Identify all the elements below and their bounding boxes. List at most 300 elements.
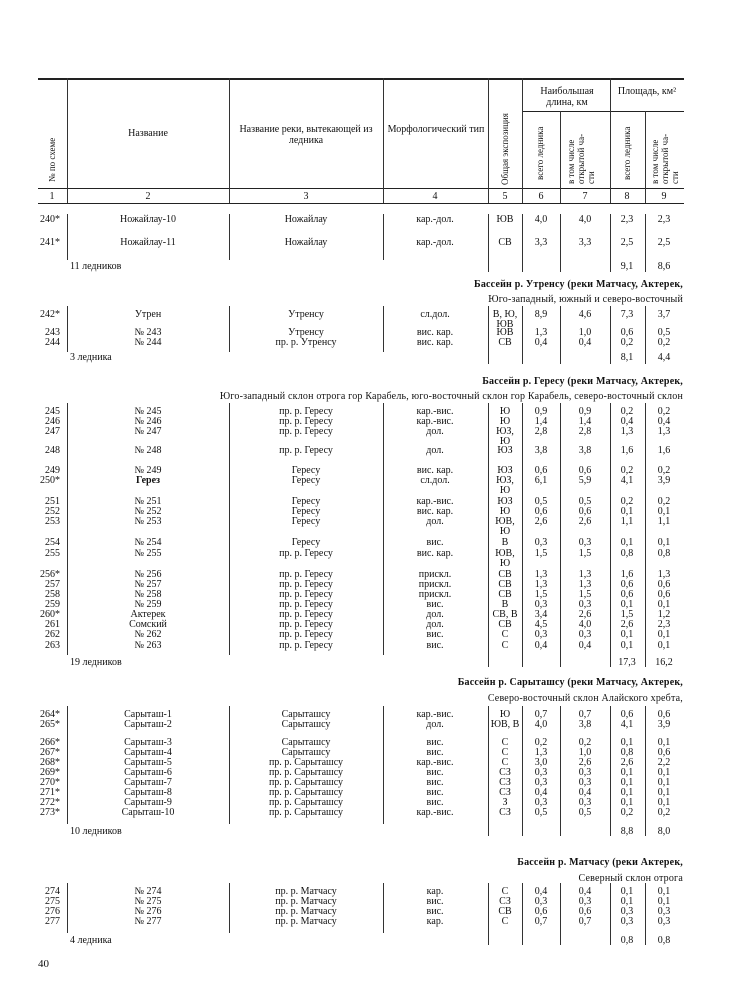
length-open: 0,2: [578, 737, 592, 748]
exposition: Ю: [499, 416, 511, 427]
area-total: 0,1: [620, 640, 634, 651]
length-group-rule: [522, 111, 610, 112]
area-total: 0,1: [620, 629, 634, 640]
row-number: 246: [45, 416, 60, 427]
exposition: С: [501, 629, 509, 640]
river-name: пр. р. Гересу: [279, 579, 333, 590]
length-open: 0,4: [578, 337, 592, 348]
length-open: 3,3: [578, 237, 592, 248]
length-total: 1,3: [534, 569, 548, 580]
river-name: пр. р. Гересу: [279, 599, 333, 610]
river-name: Гересу: [291, 475, 321, 486]
area-total: 0,8: [620, 747, 634, 758]
length-total: 4,5: [534, 619, 548, 630]
area-open: 0,1: [657, 777, 671, 788]
area-open: 0,8: [657, 548, 671, 559]
morph-type: вис.: [426, 599, 444, 610]
total-area: 17,3: [618, 657, 636, 668]
header-col-line: [67, 78, 68, 203]
area-open: 0,2: [657, 465, 671, 476]
morph-type: дол.: [426, 445, 444, 456]
exposition: СВ: [498, 337, 512, 348]
column-line: [645, 883, 646, 945]
river-name: пр. р. Гересу: [279, 548, 333, 559]
length-total: 0,7: [534, 916, 548, 927]
river-name: Гересу: [291, 496, 321, 507]
column-line: [67, 883, 68, 933]
area-open: 0,3: [657, 906, 671, 917]
morph-type: вис. кар.: [416, 337, 454, 348]
area-total: 0,2: [620, 406, 634, 417]
row-number: 268*: [40, 757, 60, 768]
column-line: [610, 706, 611, 836]
glacier-name: Герез: [135, 475, 161, 486]
length-total: 0,3: [534, 797, 548, 808]
glacier-name: № 243: [134, 327, 162, 338]
glacier-name: № 244: [134, 337, 162, 348]
exposition: СВ: [498, 569, 512, 580]
river-name: пр. р. Гересу: [279, 619, 333, 630]
section-subtitle: Северо-восточный склон Алайского хребта,: [487, 693, 683, 704]
length-open: 0,4: [578, 787, 592, 798]
glacier-name: Сарыташ-4: [124, 747, 172, 758]
exposition: СЗ: [499, 807, 511, 818]
river-name: пр. р. Сарыташсу: [268, 777, 344, 788]
glacier-name: № 249: [134, 465, 162, 476]
area-total: 1,6: [620, 445, 634, 456]
area-open: 0,6: [657, 589, 671, 600]
row-number: 258: [45, 589, 60, 600]
length-open: 4,6: [578, 309, 592, 320]
area-total: 0,1: [620, 599, 634, 610]
length-total: 4,0: [534, 214, 548, 225]
section-title: Бассейн р. Гересу (реки Матчасу, Актерек,: [482, 376, 683, 387]
glacier-name: Актерек: [130, 609, 166, 620]
glacier-name: Ножайлау-10: [120, 214, 176, 225]
area-total: 0,1: [620, 767, 634, 778]
length-open: 0,3: [578, 767, 592, 778]
total-area: 8,1: [620, 352, 634, 363]
glacier-name: Ножайлау-11: [120, 237, 176, 248]
morph-type: дол.: [426, 719, 444, 730]
length-total: 0,3: [534, 777, 548, 788]
column-line: [383, 214, 384, 260]
area-total: 0,3: [620, 906, 634, 917]
exposition: Ю: [499, 506, 511, 517]
exposition: Ю: [499, 526, 511, 537]
column-line: [488, 883, 489, 945]
morph-type: вис. кар.: [416, 548, 454, 559]
glacier-name: Сарыташ-1: [124, 709, 172, 720]
area-total: 0,1: [620, 737, 634, 748]
length-open: 2,8: [578, 426, 592, 437]
length-total: 0,6: [534, 906, 548, 917]
morph-type: вис. кар.: [416, 327, 454, 338]
area-open: 2,3: [657, 214, 671, 225]
row-number: 252: [45, 506, 60, 517]
length-open: 0,9: [578, 406, 592, 417]
area-total: 2,6: [620, 757, 634, 768]
exposition: С: [501, 640, 509, 651]
length-total: 0,3: [534, 896, 548, 907]
column-line: [560, 214, 561, 272]
column-line: [522, 306, 523, 364]
section-title: Бассейн р. Матчасу (реки Актерек,: [517, 857, 683, 868]
header-num-rule: [38, 203, 684, 204]
morph-type: кар.-дол.: [416, 214, 454, 225]
row-number: 241*: [40, 237, 60, 248]
column-line: [522, 214, 523, 272]
row-number: 262: [45, 629, 60, 640]
area-open: 0,1: [657, 629, 671, 640]
river-name: пр. р. Матчасу: [275, 886, 337, 897]
glacier-name: Сарыташ-3: [124, 737, 172, 748]
column-line: [488, 706, 489, 836]
area-open: 2,2: [657, 757, 671, 768]
morph-type: вис. кар.: [416, 506, 454, 517]
area-open: 0,1: [657, 599, 671, 610]
exposition: ЮЗ: [497, 465, 513, 476]
length-open: 2,6: [578, 757, 592, 768]
total-area-open: 16,2: [655, 657, 673, 668]
length-open: 1,0: [578, 747, 592, 758]
column-line: [645, 403, 646, 667]
area-open: 1,3: [657, 569, 671, 580]
header-length-group: Наибольшая длина, км: [540, 86, 594, 108]
river-name: пр. р. Сарыташсу: [268, 797, 344, 808]
row-number: 248: [45, 445, 60, 456]
section-subtitle: Северный склон отрога: [578, 873, 683, 884]
area-total: 1,3: [620, 426, 634, 437]
column-line: [229, 306, 230, 352]
length-open: 1,3: [578, 579, 592, 590]
total-label: 4 ледника: [70, 935, 112, 946]
glacier-name: № 251: [134, 496, 162, 507]
length-total: 2,8: [534, 426, 548, 437]
morph-type: вис.: [426, 640, 444, 651]
glacier-name: № 259: [134, 599, 162, 610]
river-name: пр. р. Гересу: [279, 426, 333, 437]
area-open: 1,3: [657, 426, 671, 437]
section-subtitle: Юго-западный, южный и северо-восточный: [488, 294, 683, 305]
exposition: СВ: [498, 579, 512, 590]
area-open: 3,9: [657, 475, 671, 486]
page-number: 40: [38, 958, 49, 970]
area-total: 0,6: [620, 327, 634, 338]
area-total: 0,6: [620, 579, 634, 590]
area-open: 0,1: [657, 506, 671, 517]
column-line: [229, 403, 230, 655]
row-number: 266*: [40, 737, 60, 748]
area-total: 0,1: [620, 797, 634, 808]
length-open: 1,0: [578, 327, 592, 338]
row-number: 253: [45, 516, 60, 527]
exposition: СЗ: [499, 787, 511, 798]
area-total: 2,6: [620, 619, 634, 630]
glacier-name: № 247: [134, 426, 162, 437]
river-name: пр. р. Утренсу: [275, 337, 337, 348]
column-line: [67, 403, 68, 655]
morph-type: вис.: [426, 737, 444, 748]
area-open: 1,1: [657, 516, 671, 527]
length-total: 0,5: [534, 807, 548, 818]
length-total: 0,5: [534, 496, 548, 507]
column-line: [610, 883, 611, 945]
exposition: ЮВ, В: [490, 719, 520, 730]
glacier-name: Сарыташ-8: [124, 787, 172, 798]
total-area: 9,1: [620, 261, 634, 272]
column-line: [383, 403, 384, 655]
river-name: Ножайлау: [284, 237, 328, 248]
area-open: 3,7: [657, 309, 671, 320]
area-open: 0,6: [657, 709, 671, 720]
header-col-line: [645, 111, 646, 203]
morph-type: кар.-вис.: [416, 406, 454, 417]
column-line: [488, 403, 489, 667]
morph-type: дол.: [426, 426, 444, 437]
total-area-open: 8,0: [657, 826, 671, 837]
river-name: пр. р. Матчасу: [275, 916, 337, 927]
area-total: 1,5: [620, 609, 634, 620]
col-num: 6: [538, 191, 544, 202]
header-col-line: [560, 111, 561, 203]
header-top-rule: [38, 78, 684, 80]
length-open: 5,9: [578, 475, 592, 486]
morph-type: кар.-вис.: [416, 807, 454, 818]
exposition: В: [501, 599, 509, 610]
col-num: 3: [303, 191, 309, 202]
glacier-name: № 254: [134, 537, 162, 548]
area-total: 1,1: [620, 516, 634, 527]
row-number: 267*: [40, 747, 60, 758]
col-num: 5: [502, 191, 508, 202]
length-open: 0,7: [578, 709, 592, 720]
exposition: СЗ: [499, 767, 511, 778]
area-open: 0,2: [657, 337, 671, 348]
exposition: ЮВ,: [495, 516, 515, 527]
exposition: З: [502, 797, 508, 808]
row-number: 256*: [40, 569, 60, 580]
row-number: 263: [45, 640, 60, 651]
length-total: 1,5: [534, 589, 548, 600]
column-line: [522, 403, 523, 667]
glacier-name: Сомский: [129, 619, 167, 630]
column-line: [560, 883, 561, 945]
length-total: 2,6: [534, 516, 548, 527]
glacier-name: Сарыташ-9: [124, 797, 172, 808]
length-total: 0,4: [534, 886, 548, 897]
exposition: ЮВ: [496, 214, 514, 225]
header-col-length-total: всего ледника: [535, 126, 545, 180]
header-col-river: Название реки, вытекающей из ледника: [239, 124, 373, 146]
row-number: 275: [45, 896, 60, 907]
exposition: ЮВ: [496, 327, 514, 338]
row-number: 254: [45, 537, 60, 548]
river-name: Сарыташсу: [281, 747, 331, 758]
length-total: 1,5: [534, 548, 548, 559]
exposition: СВ, В: [492, 609, 518, 620]
length-total: 1,3: [534, 747, 548, 758]
area-total: 0,6: [620, 709, 634, 720]
section-title: Бассейн р. Сарыташсу (реки Матчасу, Актерек,: [457, 677, 683, 688]
length-total: 1,3: [534, 579, 548, 590]
row-number: 260*: [40, 609, 60, 620]
morph-type: сл.дол.: [420, 475, 450, 486]
glacier-name: Сарыташ-2: [124, 719, 172, 730]
river-name: Гересу: [291, 537, 321, 548]
header-col-number: № по схеме: [47, 137, 57, 182]
river-name: пр. р. Гересу: [279, 589, 333, 600]
row-number: 269*: [40, 767, 60, 778]
glacier-name: Сарыташ-7: [124, 777, 172, 788]
col-num: 4: [432, 191, 438, 202]
column-line: [645, 706, 646, 836]
length-open: 0,4: [578, 886, 592, 897]
area-total: 0,2: [620, 496, 634, 507]
glacier-name: № 246: [134, 416, 162, 427]
length-open: 0,5: [578, 496, 592, 507]
exposition: С: [501, 737, 509, 748]
row-number: 251: [45, 496, 60, 507]
row-number: 277: [45, 916, 60, 927]
total-label: 10 ледников: [70, 826, 122, 837]
column-line: [645, 214, 646, 272]
exposition: Ю: [499, 436, 511, 447]
area-open: 0,2: [657, 406, 671, 417]
area-total: 1,6: [620, 569, 634, 580]
exposition: СВ: [498, 619, 512, 630]
row-number: 243: [45, 327, 60, 338]
length-open: 3,8: [578, 719, 592, 730]
length-total: 0,6: [534, 465, 548, 476]
morph-type: вис.: [426, 787, 444, 798]
row-number: 276: [45, 906, 60, 917]
area-total: 0,1: [620, 896, 634, 907]
river-name: пр. р. Сарыташсу: [268, 767, 344, 778]
river-name: пр. р. Гересу: [279, 629, 333, 640]
length-open: 0,7: [578, 916, 592, 927]
length-open: 4,0: [578, 619, 592, 630]
area-open: 0,1: [657, 537, 671, 548]
length-total: 3,8: [534, 445, 548, 456]
area-open: 0,6: [657, 579, 671, 590]
area-total: 0,3: [620, 916, 634, 927]
length-total: 0,7: [534, 709, 548, 720]
glacier-name: Сарыташ-10: [121, 807, 175, 818]
row-number: 272*: [40, 797, 60, 808]
exposition: ЮЗ: [497, 496, 513, 507]
total-label: 19 ледников: [70, 657, 122, 668]
row-number: 271*: [40, 787, 60, 798]
exposition: СЗ: [499, 896, 511, 907]
row-number: 240*: [40, 214, 60, 225]
header-col-exposition: Общая экспозиция: [500, 113, 510, 185]
exposition: С: [501, 916, 509, 927]
row-number: 244: [45, 337, 60, 348]
length-total: 0,4: [534, 640, 548, 651]
length-open: 0,3: [578, 777, 592, 788]
row-number: 273*: [40, 807, 60, 818]
river-name: пр. р. Сарыташсу: [268, 757, 344, 768]
area-total: 0,6: [620, 589, 634, 600]
column-line: [560, 306, 561, 364]
river-name: пр. р. Матчасу: [275, 896, 337, 907]
length-total: 0,3: [534, 629, 548, 640]
area-total: 2,5: [620, 237, 634, 248]
area-open: 0,1: [657, 737, 671, 748]
column-line: [560, 403, 561, 667]
column-line: [488, 306, 489, 364]
total-area-open: 0,8: [657, 935, 671, 946]
length-open: 0,6: [578, 506, 592, 517]
column-line: [645, 306, 646, 364]
column-line: [229, 214, 230, 260]
area-open: 0,2: [657, 496, 671, 507]
header-col-name: Название: [128, 128, 168, 139]
column-line: [383, 706, 384, 824]
glacier-name: Утрен: [134, 309, 162, 320]
glacier-name: № 275: [134, 896, 162, 907]
column-line: [610, 306, 611, 364]
column-line: [560, 706, 561, 836]
river-name: пр. р. Гересу: [279, 416, 333, 427]
morph-type: дол.: [426, 609, 444, 620]
exposition: С: [501, 757, 509, 768]
length-open: 0,3: [578, 797, 592, 808]
morph-type: кар.-вис.: [416, 496, 454, 507]
glacier-name: № 276: [134, 906, 162, 917]
exposition: Ю: [499, 709, 511, 720]
length-open: 0,3: [578, 896, 592, 907]
col-num: 7: [582, 191, 588, 202]
length-open: 1,5: [578, 589, 592, 600]
header-col-area-total: всего ледника: [622, 126, 632, 180]
row-number: 249: [45, 465, 60, 476]
area-open: 3,9: [657, 719, 671, 730]
column-line: [610, 214, 611, 272]
exposition: С: [501, 886, 509, 897]
morph-type: сл.дол.: [420, 309, 450, 320]
area-open: 0,1: [657, 896, 671, 907]
length-open: 0,6: [578, 465, 592, 476]
length-total: 0,6: [534, 506, 548, 517]
area-open: 1,2: [657, 609, 671, 620]
river-name: пр. р. Гересу: [279, 569, 333, 580]
column-line: [610, 403, 611, 667]
column-line: [488, 214, 489, 272]
area-total: 0,2: [620, 465, 634, 476]
header-col-line: [229, 78, 230, 203]
glacier-name: № 256: [134, 569, 162, 580]
column-line: [229, 706, 230, 824]
length-total: 0,4: [534, 337, 548, 348]
row-number: 265*: [40, 719, 60, 730]
length-open: 0,5: [578, 807, 592, 818]
area-open: 0,5: [657, 327, 671, 338]
morph-type: кар.-вис.: [416, 757, 454, 768]
area-total: 0,8: [620, 548, 634, 559]
column-line: [67, 214, 68, 260]
header-col-line: [610, 78, 611, 203]
header-col-morph: Морфологический тип: [387, 124, 485, 135]
glacier-name: Сарыташ-5: [124, 757, 172, 768]
length-total: 8,9: [534, 309, 548, 320]
river-name: Утренсу: [288, 309, 324, 320]
area-open: 2,3: [657, 619, 671, 630]
morph-type: прискл.: [418, 569, 452, 580]
glacier-name: № 274: [134, 886, 162, 897]
river-name: пр. р. Гересу: [279, 445, 333, 456]
